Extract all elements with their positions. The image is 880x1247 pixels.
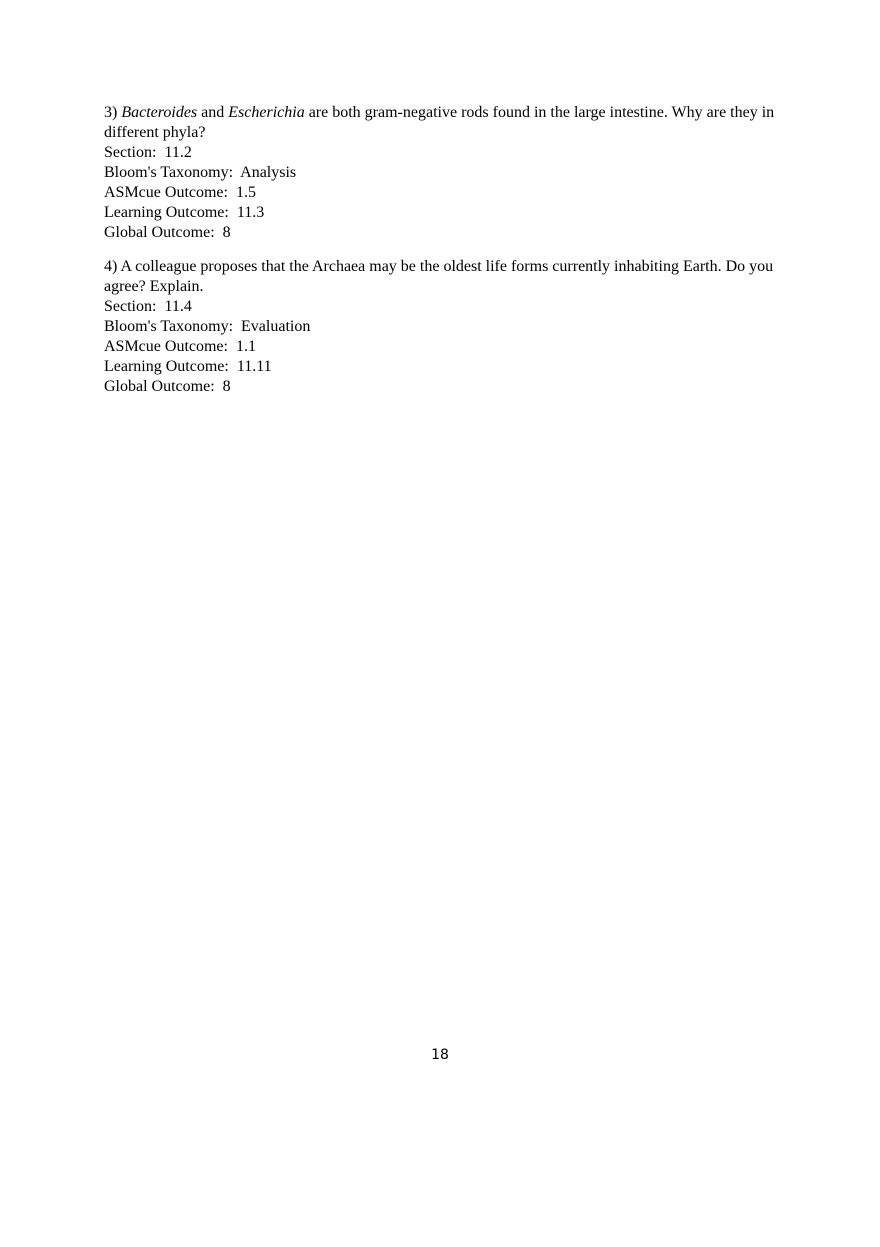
question-3-global: Global Outcome: 8 — [104, 224, 231, 241]
question-3-and: and — [201, 104, 225, 121]
organism-bacteroides: Bacteroides — [121, 104, 198, 121]
question-4-section: Section: 11.4 — [104, 298, 192, 315]
organism-escherichia: Escherichia — [228, 104, 305, 121]
page-number: 18 — [431, 1047, 449, 1063]
question-4-global: Global Outcome: 8 — [104, 378, 231, 395]
question-4-blooms: Bloom's Taxonomy: Evaluation — [104, 318, 311, 335]
question-4-asmcue: ASMcue Outcome: 1.1 — [104, 338, 256, 355]
question-3 — [104, 103, 784, 243]
question-4-text: 4) A colleague proposes that the Archaea may be the oldest life forms currently inhabiting Earth. Do you agree? Explain. — [104, 258, 774, 295]
question-3-learning: Learning Outcome: 11.3 — [104, 204, 265, 221]
page-content — [104, 103, 784, 411]
question-4-learning: Learning Outcome: 11.11 — [104, 358, 272, 375]
question-3-text-rest: are both gram-negative rods found in the large intestine. Why are they in different phyla? — [104, 104, 775, 141]
question-4 — [104, 257, 784, 397]
question-3-section: Section: 11.2 — [104, 144, 192, 161]
question-3-asmcue: ASMcue Outcome: 1.5 — [104, 184, 256, 201]
question-3-blooms: Bloom's Taxonomy: Analysis — [104, 164, 297, 181]
question-3-number: 3) — [104, 104, 118, 121]
question-3-text — [104, 103, 784, 143]
